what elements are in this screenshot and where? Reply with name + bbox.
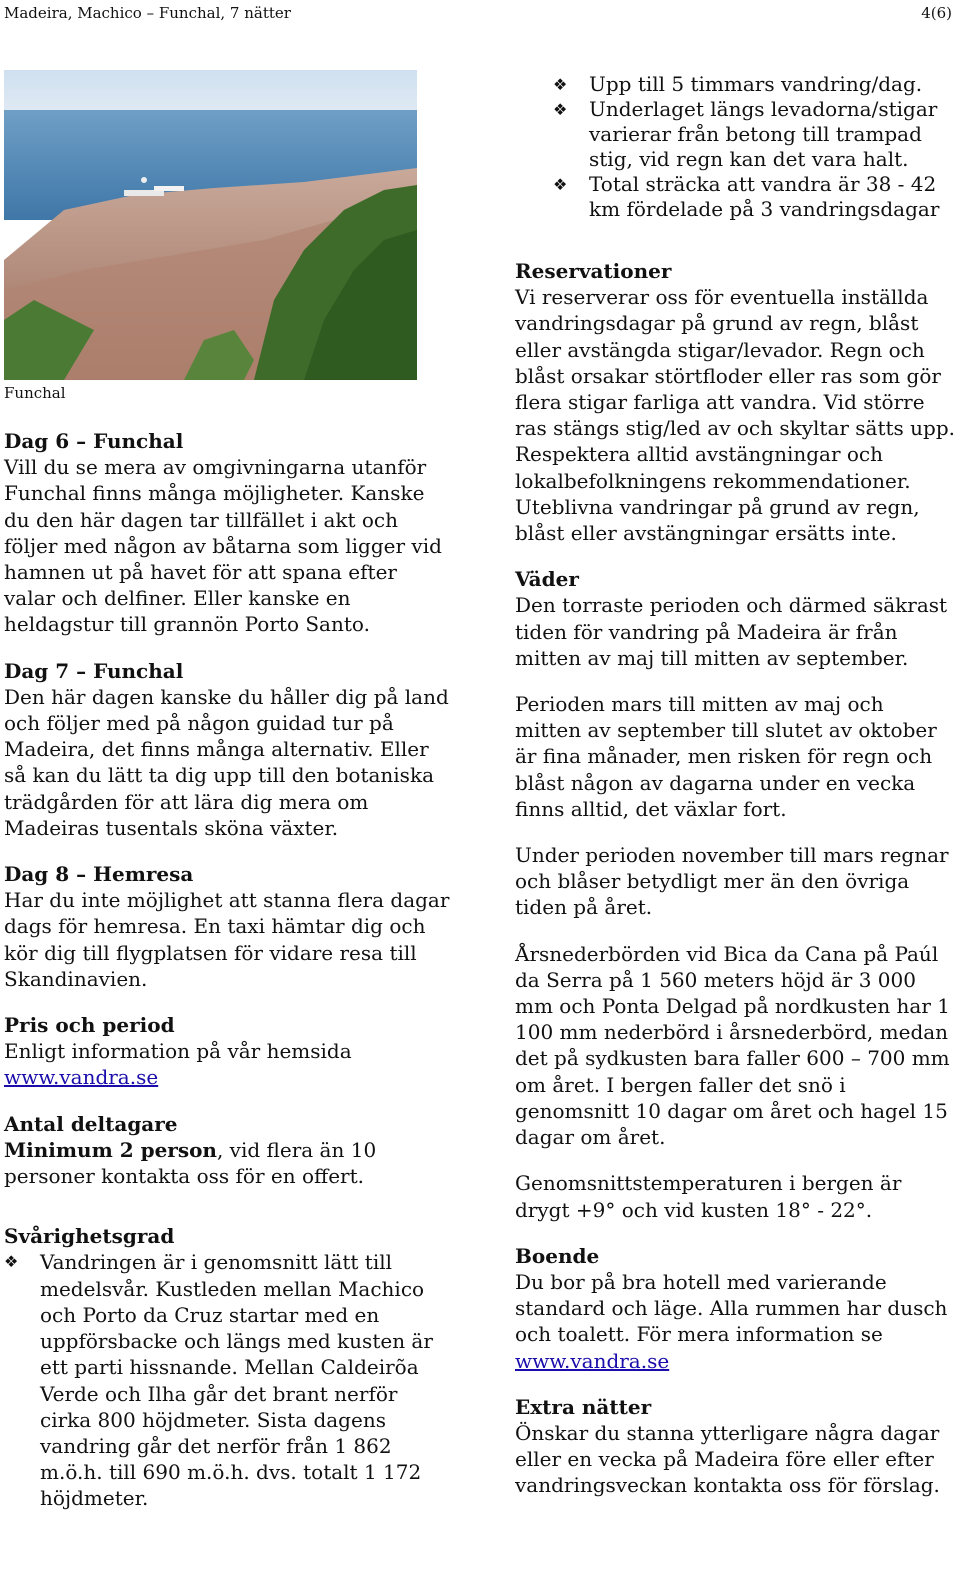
section-heading: Extra nätter	[515, 1394, 652, 1419]
section-heading: Reservationer	[515, 259, 672, 283]
section-boende	[515, 1243, 955, 1374]
section-text: Perioden mars till mitten av maj och mitten av september till slutet av oktober är fina månader, men risken för regn och blåst någon av dagarna under en vecka finns alltid, det växlar fort.	[515, 692, 937, 821]
minimum-participants: Minimum 2 person	[4, 1137, 217, 1162]
section-reservationer	[515, 258, 955, 546]
section-text: Enligt information på vår hemsida	[4, 1039, 352, 1064]
section-vader	[515, 566, 955, 1222]
section-heading: Antal deltagare	[4, 1111, 178, 1136]
website-link[interactable]: www.vandra.se	[4, 1065, 159, 1090]
section-dag8	[4, 861, 452, 992]
section-text: Den här dagen kanske du håller dig på land och följer med på någon guidad tur på Madeira, det finns många alternativ. Eller så kan du lätt ta dig upp till den botaniska trädgården för att lära dig mera om Madeiras tusentals sköna växter.	[4, 684, 449, 840]
section-heading: Svårighetsgrad	[4, 1224, 175, 1249]
diamond-bullet-icon: ❖	[4, 1252, 19, 1272]
difficulty-list	[4, 1249, 452, 1511]
section-text: Genomsnittstemperaturen i bergen är drygt +9° och vid kusten 18° - 22°.	[515, 1171, 902, 1222]
section-text: Årsnederbörden vid Bica da Cana på Paúl da Serra på 1 560 meters höjd är 3 000 mm och Ponta Delgad på nordkusten har 1 100 mm nederbörd i årsnederbörd, medan det på sydkusten bara faller 600 – 700 mm om året. I bergen faller det snö i genomsnitt 10 dagar om året och hagel 15 dagar om året.	[515, 941, 950, 1150]
section-dag7	[4, 658, 452, 841]
section-dag6	[4, 428, 452, 638]
right-column	[515, 258, 955, 1519]
section-heading: Dag 8 – Hemresa	[4, 862, 194, 887]
photo-caption: Funchal	[4, 384, 66, 402]
section-heading: Väder	[515, 567, 579, 592]
section-text: Den torraste perioden och därmed säkrast tiden för vandring på Madeira är från mitten av maj till mitten av september.	[515, 593, 948, 670]
top-bullet-list	[553, 72, 953, 222]
left-column	[4, 428, 452, 1532]
section-svarighet	[4, 1223, 452, 1511]
section-text: Har du inte möjlighet att stanna flera dagar dags för hemresa. En taxi hämtar dig och kör dig till flygplatsen för vidare resa till Skandinavien.	[4, 888, 450, 991]
list-item: ❖ Total sträcka att vandra är 38 - 42 km fördelade på 3 vandringsdagar	[553, 172, 940, 221]
section-text: Minimum 2 person, vid flera än 10 personer kontakta oss för en offert.	[4, 1137, 377, 1189]
section-text: Vill du se mera av omgivningarna utanför Funchal finns många möjligheter. Kanske du den här dagen tar tillfället i akt och följer med någon av båtarna som ligger vid hamnen ut på havet för att spana efter valar och delfiner. Eller kanske en heldagstur till grannön Porto Santo.	[4, 455, 442, 637]
list-item: ❖ Underlaget längs levadorna/stigar varierar från betong till trampad stig, vid regn kan det vara halt.	[553, 97, 938, 171]
funchal-photo	[4, 70, 417, 380]
list-item: ❖ Vandringen är i genomsnitt lätt till medelsvår. Kustleden mellan Machico och Porto da Cruz startar med en uppförsbacke och längs med kusten är ett parti hissnande. Mellan Caldeirõa Verde och Ilha går det brant nerför cirka 800 höjdmeter. Sista dagens vandring går det nerför från 1 862 m.ö.h. till 690 m.ö.h. dvs. totalt 1 172 höjdmeter.	[4, 1250, 433, 1511]
page-header	[4, 4, 952, 26]
section-text: Under perioden november till mars regnar och blåser betydligt mer än den övriga tiden på året.	[515, 843, 949, 920]
section-text: Du bor på bra hotell med varierande standard och läge. Alla rummen har dusch och toalett. För mera information se	[515, 1269, 948, 1347]
section-text: Vi reserverar oss för eventuella inställda vandringsdagar på grund av regn, blåst eller avstängda stigar/levador. Regn och blåst orsakar störtfloder eller ras som gör flera stigar farliga att vandra. Vid större ras stängs stig/led av och skyltar sätts upp. Respektera alltid avstängningar och lokalbefolkningens rekommendationer. Uteblivna vandringar på grund av regn, blåst eller avstängningar ersätts inte.	[515, 285, 956, 546]
list-item: ❖ Upp till 5 timmars vandring/dag.	[553, 72, 923, 96]
document-title: Madeira, Machico – Funchal, 7 nätter	[4, 4, 291, 22]
diamond-bullet-icon: ❖	[553, 175, 568, 194]
section-heading: Pris och period	[4, 1013, 175, 1038]
section-heading: Boende	[515, 1243, 600, 1268]
section-heading: Dag 7 – Funchal	[4, 658, 184, 683]
section-extra	[515, 1394, 955, 1499]
website-link[interactable]: www.vandra.se	[515, 1348, 670, 1373]
diamond-bullet-icon: ❖	[553, 75, 568, 94]
section-heading: Dag 6 – Funchal	[4, 429, 184, 453]
section-text: Önskar du stanna ytterligare några dagar eller en vecka på Madeira före eller efter vandringsveckan kontakta oss för förslag.	[515, 1420, 940, 1498]
section-pris	[4, 1012, 452, 1091]
section-antal	[4, 1111, 452, 1190]
page-number: 4(6)	[921, 4, 952, 22]
diamond-bullet-icon: ❖	[553, 100, 568, 119]
